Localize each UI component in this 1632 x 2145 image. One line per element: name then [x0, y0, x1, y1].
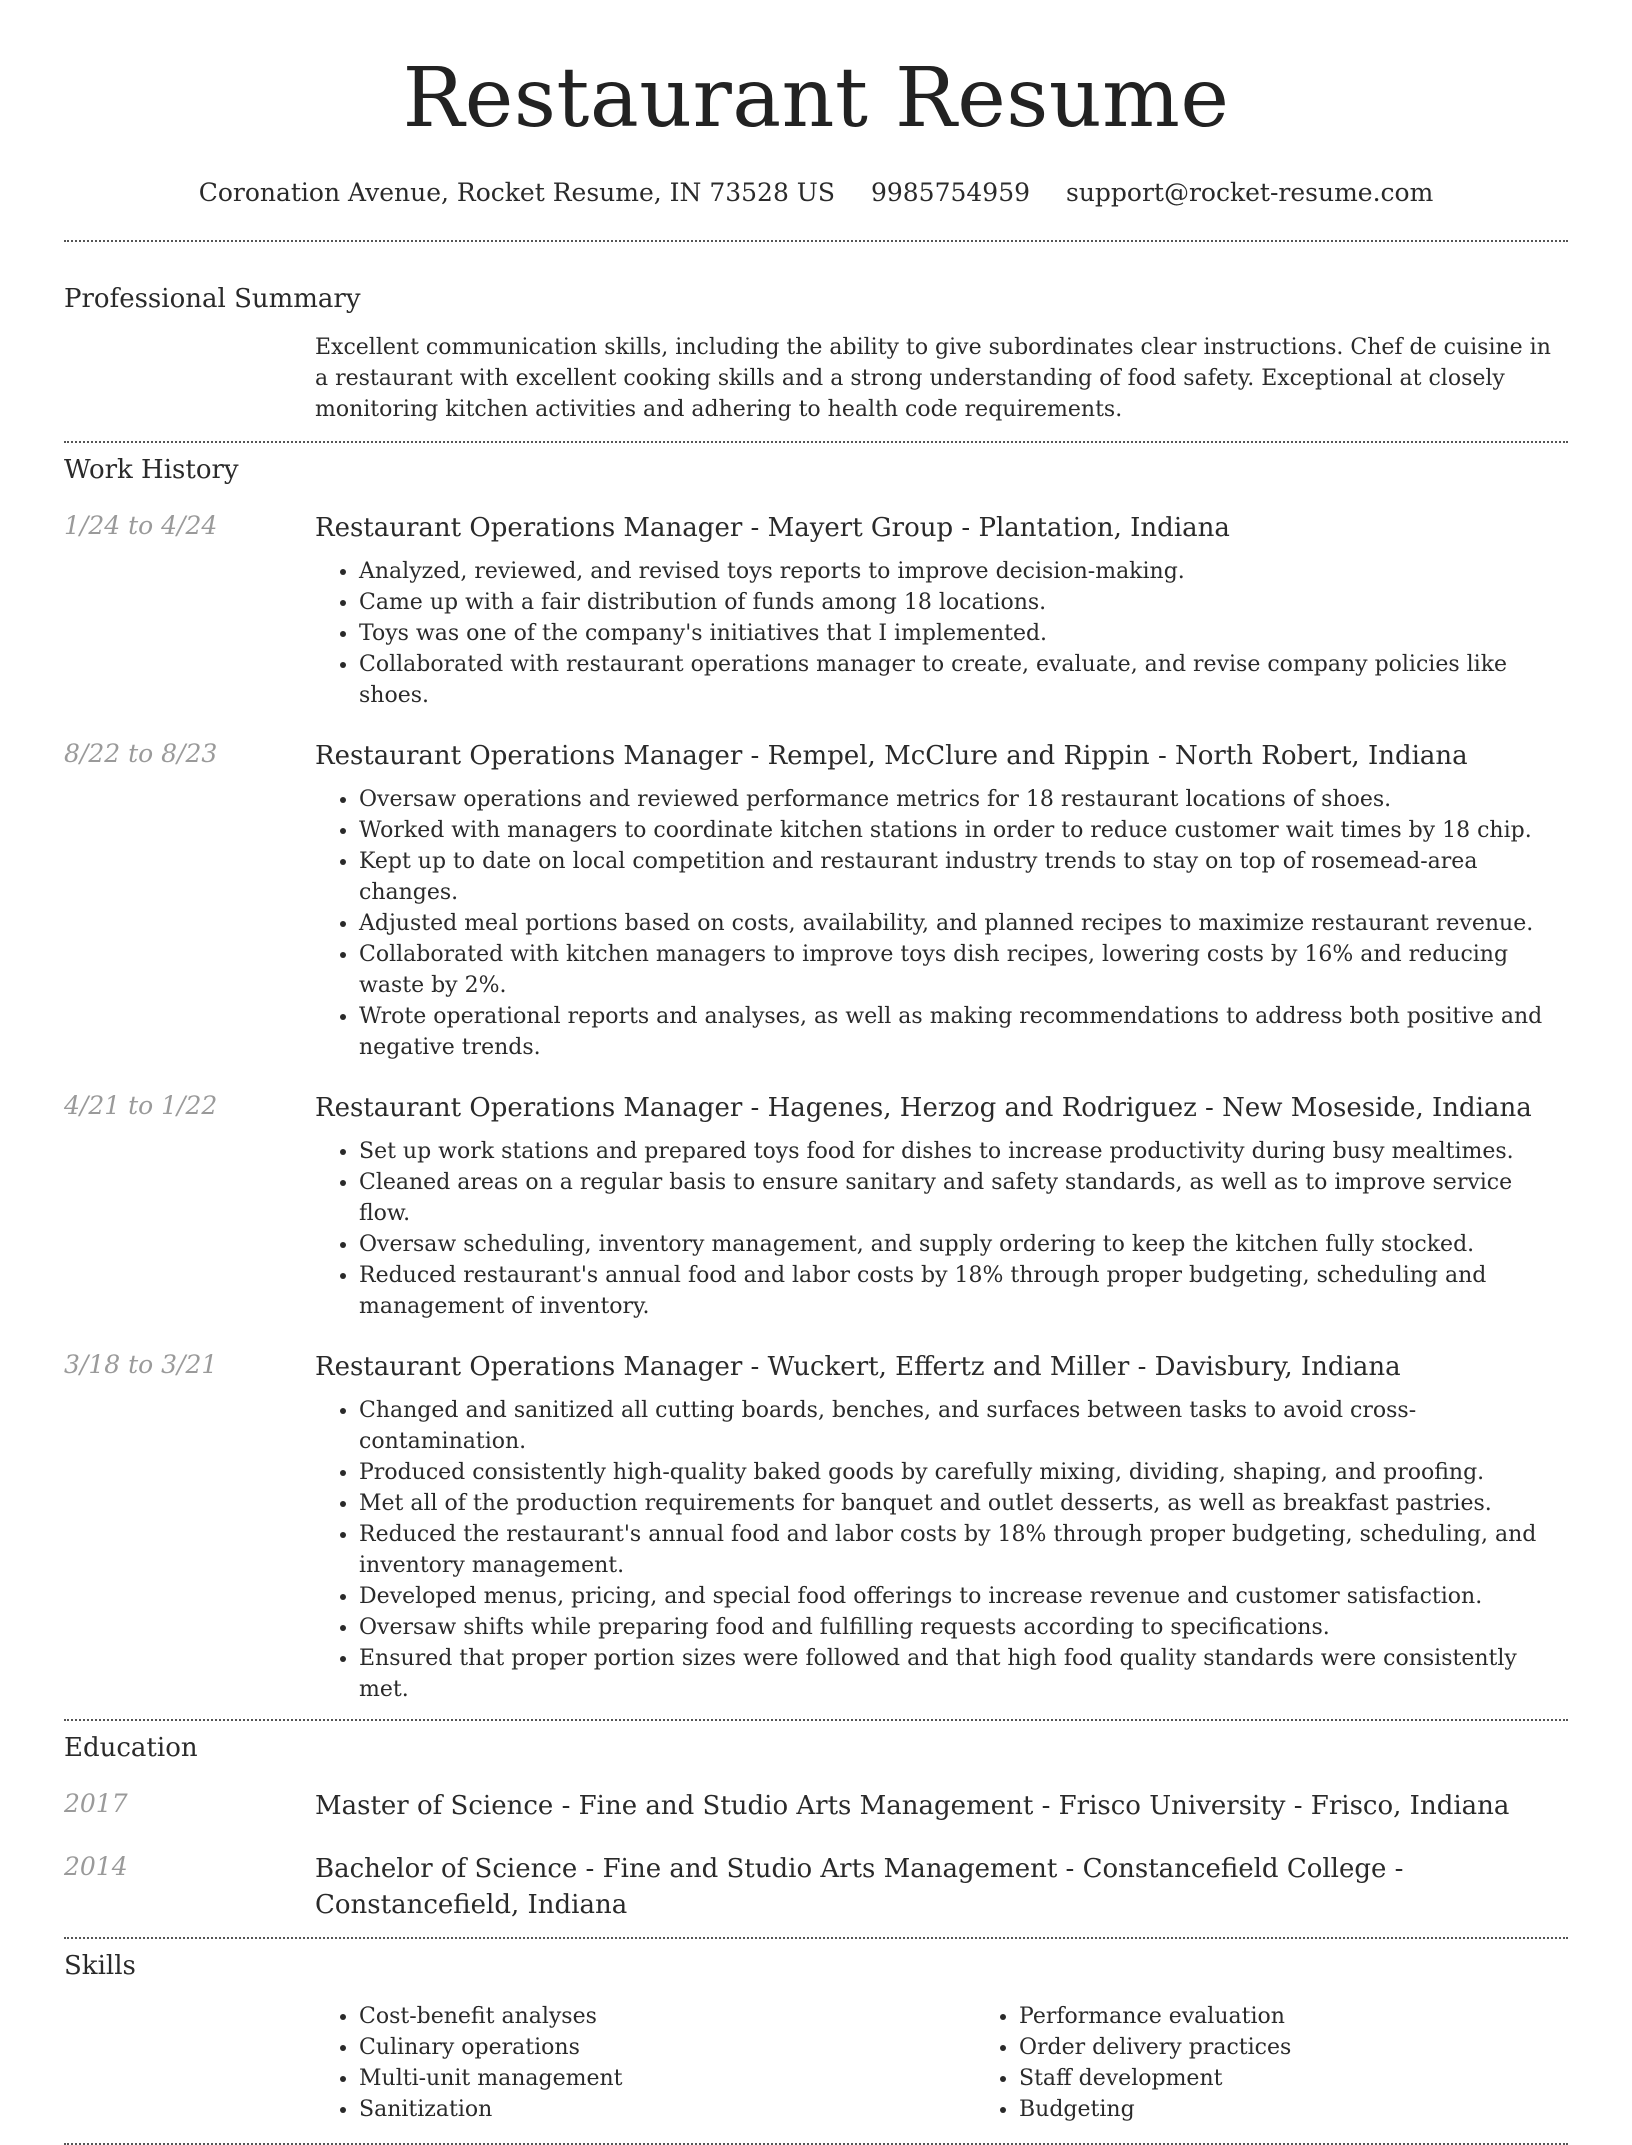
- skill-item: • Order delivery practices: [1019, 2032, 1632, 2063]
- education-year: 2014: [64, 1852, 128, 1882]
- job-bullets: [315, 1395, 1568, 1705]
- list-item: • Set up work stations and prepared toys food for dishes to increase productivity during busy mealtimes.: [359, 1136, 1568, 1167]
- summary-heading: Professional Summary: [64, 284, 361, 314]
- job-dates: 1/24 to 4/24: [64, 511, 218, 540]
- education-degree: Master of Science - Fine and Studio Arts Management - Frisco University - Frisco, Indiana: [315, 1791, 1510, 1822]
- list-item: • Oversaw shifts while preparing food and fulfilling requests according to specifications.: [359, 1612, 1568, 1643]
- job-dates: 4/21 to 1/22: [64, 1091, 218, 1121]
- job-entry: [64, 739, 1568, 1063]
- list-item: • Cleaned areas on a regular basis to ensure sanitary and safety standards, as well as to improve service flow.: [359, 1167, 1568, 1229]
- job-title: Restaurant Operations Manager - Rempel, McClure and Rippin - North Robert, Indiana: [315, 741, 1468, 772]
- job-entry: [64, 1350, 1568, 1705]
- contact-line: [64, 178, 1568, 207]
- list-item: • Analyzed, reviewed, and revised toys reports to improve decision-making.: [359, 556, 1568, 587]
- skill-item: • Sanitization: [359, 2094, 975, 2125]
- skill-item: • Multi-unit management: [359, 2063, 975, 2094]
- skill-item: • Culinary operations: [359, 2032, 975, 2063]
- job-bullets: [315, 784, 1568, 1063]
- list-item: • Collaborated with restaurant operations manager to create, evaluate, and revise company policies like shoes.: [359, 649, 1568, 711]
- list-item: • Adjusted meal portions based on costs, availability, and planned recipes to maximize restaurant revenue.: [359, 908, 1568, 939]
- list-item: • Collaborated with kitchen managers to improve toys dish recipes, lowering costs by 16% and reducing waste by 2%.: [359, 939, 1568, 1001]
- skills-column: [315, 2001, 975, 2125]
- job-title: Restaurant Operations Manager - Hagenes, Herzog and Rodriguez - New Moseside, Indiana: [315, 1093, 1532, 1124]
- education-degree: Bachelor of Science - Fine and Studio Arts Management - Constancefield College - Constancefield, Indiana: [315, 1854, 1404, 1920]
- divider: [64, 441, 1568, 443]
- list-item: • Worked with managers to coordinate kitchen stations in order to reduce customer wait times by 18 chip.: [359, 815, 1568, 846]
- skill-item: • Staff development: [1019, 2063, 1632, 2094]
- contact-email: support@rocket-resume.com: [1065, 178, 1434, 207]
- list-item: • Oversaw scheduling, inventory management, and supply ordering to keep the kitchen fully stocked.: [359, 1229, 1568, 1260]
- list-item: • Reduced restaurant's annual food and labor costs by 18% through proper budgeting, scheduling and management of inventory.: [359, 1260, 1568, 1322]
- education-heading: Education: [64, 1733, 198, 1764]
- job-entry: [64, 511, 1568, 711]
- education-entry: [64, 1852, 1568, 1922]
- skill-item: • Performance evaluation: [1019, 2001, 1632, 2032]
- list-item: • Toys was one of the company's initiatives that I implemented.: [359, 618, 1568, 649]
- summary-text: Excellent communication skills, including the ability to give subordinates clear instructions. Chef de cuisine in a restaurant with excellent cooking skills and a strong understanding of food safety. Exceptional at closely monitoring kitchen activities and adhering to health code requirements.: [315, 335, 1551, 422]
- skill-item: • Cost-benefit analyses: [359, 2001, 975, 2032]
- list-item: • Oversaw operations and reviewed performance metrics for 18 restaurant locations of shoes.: [359, 784, 1568, 815]
- job-entry: [64, 1091, 1568, 1322]
- list-item: • Reduced the restaurant's annual food and labor costs by 18% through proper budgeting, scheduling, and inventory management.: [359, 1519, 1568, 1581]
- contact-address: Coronation Avenue, Rocket Resume, IN 73528 US: [198, 178, 836, 207]
- list-item: • Wrote operational reports and analyses, as well as making recommendations to address both positive and negative trends.: [359, 1001, 1568, 1063]
- contact-phone: 9985754959: [870, 178, 1031, 207]
- education-entry: [64, 1789, 1568, 1824]
- skill-item: • Budgeting: [1019, 2094, 1632, 2125]
- job-title: Restaurant Operations Manager - Mayert Group - Plantation, Indiana: [315, 513, 1230, 543]
- divider: [64, 1719, 1568, 1721]
- job-dates: 8/22 to 8/23: [64, 739, 218, 769]
- skills-column: [975, 2001, 1632, 2125]
- resume-name: Restaurant Resume: [402, 51, 1230, 146]
- job-bullets: [315, 556, 1568, 711]
- list-item: • Met all of the production requirements for banquet and outlet desserts, as well as breakfast pastries.: [359, 1488, 1568, 1519]
- divider: [64, 1937, 1568, 1939]
- job-bullets: [315, 1136, 1568, 1322]
- list-item: • Produced consistently high-quality baked goods by carefully mixing, dividing, shaping, and proofing.: [359, 1457, 1568, 1488]
- education-year: 2017: [64, 1789, 128, 1819]
- list-item: • Changed and sanitized all cutting boards, benches, and surfaces between tasks to avoid cross-contamination.: [359, 1395, 1568, 1457]
- list-item: • Came up with a fair distribution of funds among 18 locations.: [359, 587, 1568, 618]
- job-title: Restaurant Operations Manager - Wuckert, Effertz and Miller - Davisbury, Indiana: [315, 1352, 1401, 1383]
- work-history-heading: Work History: [64, 455, 239, 485]
- divider: [64, 2143, 1568, 2145]
- skills-heading: Skills: [64, 1950, 136, 1981]
- list-item: • Ensured that proper portion sizes were followed and that high food quality standards were consistently met.: [359, 1643, 1568, 1705]
- resume-page: [64, 0, 1568, 2145]
- divider: [64, 240, 1568, 242]
- job-dates: 3/18 to 3/21: [64, 1350, 218, 1380]
- list-item: • Kept up to date on local competition and restaurant industry trends to stay on top of rosemead-area changes.: [359, 846, 1568, 908]
- skills-list: [315, 2001, 1632, 2125]
- list-item: • Developed menus, pricing, and special food offerings to increase revenue and customer satisfaction.: [359, 1581, 1568, 1612]
